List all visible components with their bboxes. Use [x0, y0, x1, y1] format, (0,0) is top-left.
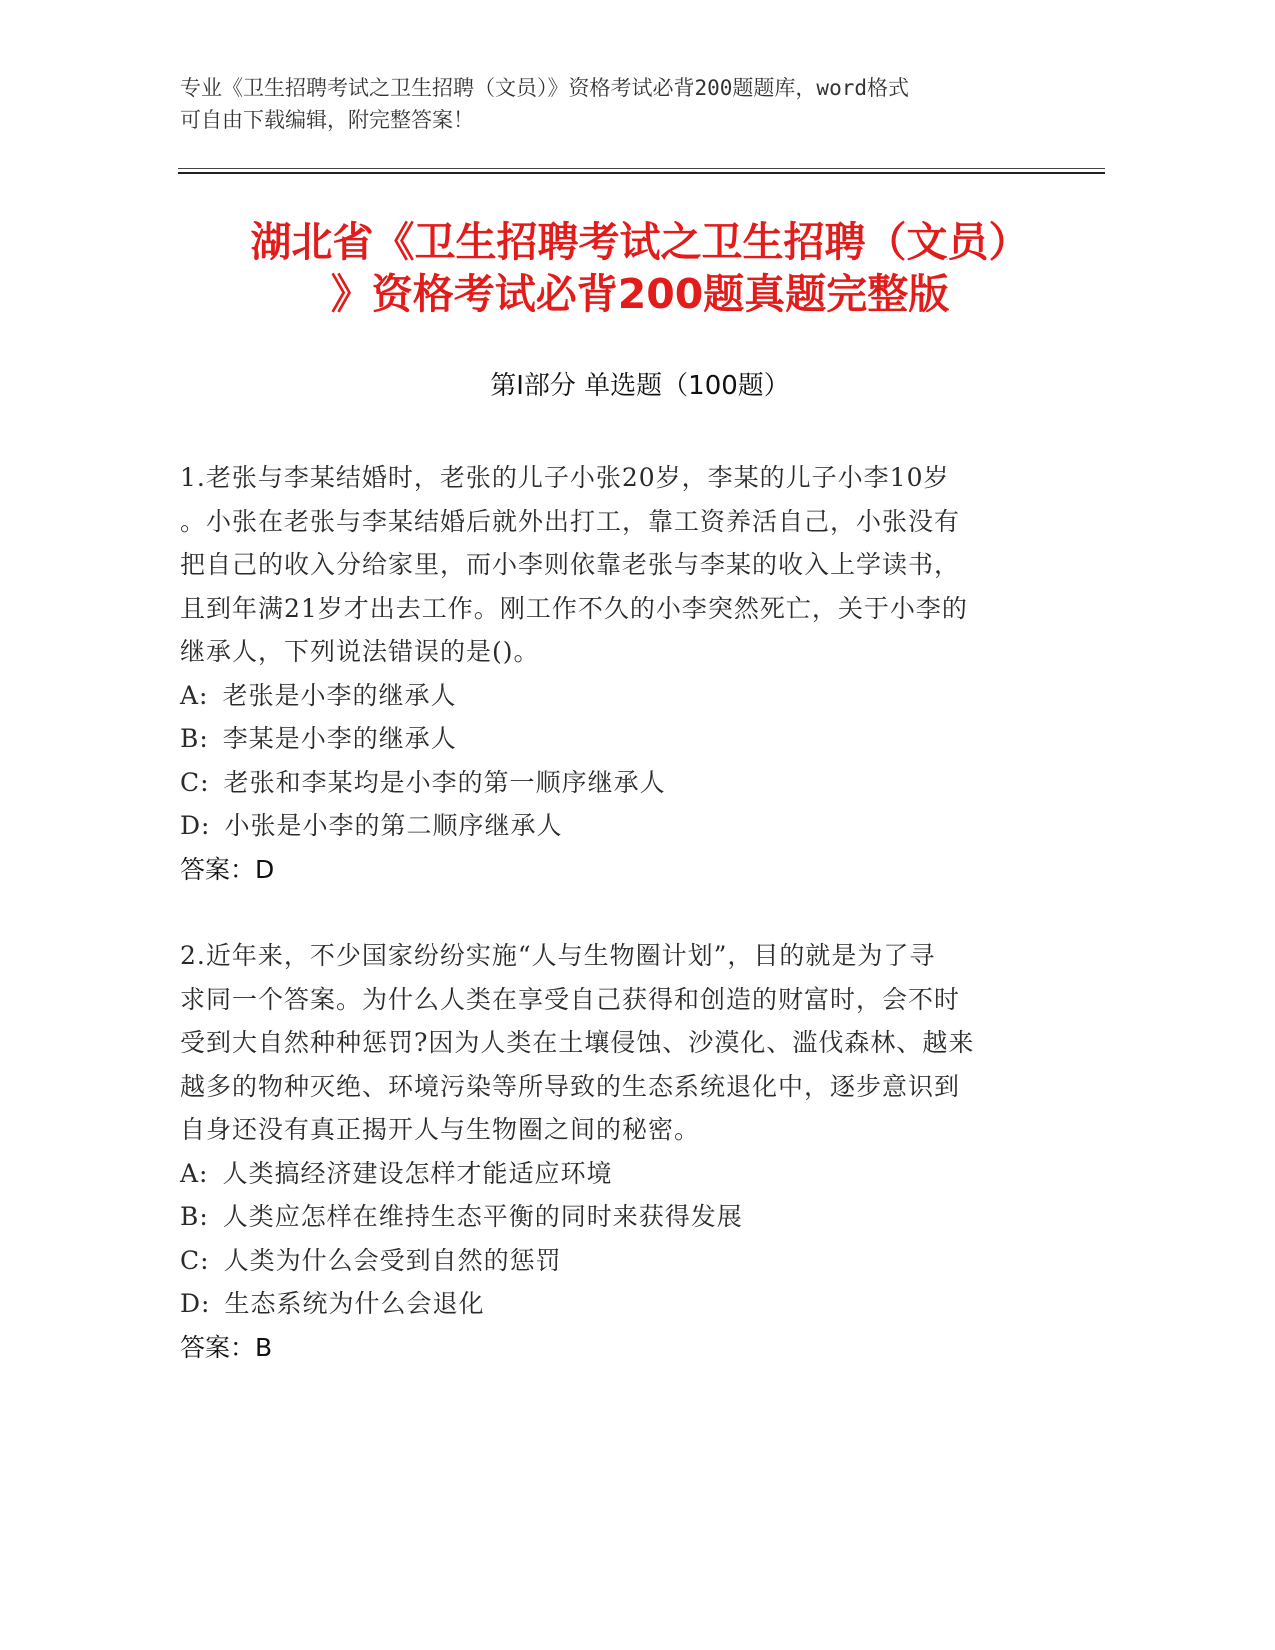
document-title-line: 湖北省《卫生招聘考试之卫生招聘（文员）	[250, 218, 1030, 266]
option-text: 小张是小李的第二顺序继承人	[224, 811, 563, 840]
question-2	[180, 934, 1060, 1369]
question-stem-line: 自身还没有真正揭开人与生物圈之间的秘密。	[180, 1115, 701, 1144]
question-stem-line: 。小张在老张与李某结婚后就外出打工，靠工资养活自己，小张没有	[180, 506, 961, 536]
option-a	[180, 1152, 1060, 1196]
option-text: 老张是小李的继承人	[222, 680, 457, 710]
document-title	[140, 216, 1140, 320]
option-text: 人类搞经济建设怎样才能适应环境	[222, 1158, 613, 1188]
option-a	[180, 674, 1060, 718]
header-note	[180, 72, 1040, 136]
option-text: 人类应怎样在维持生态平衡的同时来获得发展	[222, 1202, 743, 1231]
option-letter: D:	[180, 811, 211, 840]
option-c	[180, 1239, 1060, 1283]
question-1	[180, 456, 1060, 891]
option-letter: B:	[180, 724, 209, 753]
section-title: 第Ⅰ部分 单选题（100题）	[490, 371, 790, 401]
answer-line: 答案：D	[180, 854, 275, 884]
option-text: 生态系统为什么会退化	[224, 1289, 485, 1318]
option-text: 李某是小李的继承人	[222, 724, 457, 753]
option-d	[180, 804, 1060, 848]
option-c	[180, 761, 1060, 805]
question-stem-line: 受到大自然种种惩罚?因为人类在土壤侵蚀、沙漠化、滥伐森林、越来	[180, 1028, 975, 1057]
option-letter: C:	[180, 1245, 210, 1275]
option-letter: A:	[180, 1158, 209, 1188]
document-title-line: 》资格考试必背200题真题完整版	[330, 270, 950, 318]
answer-line: 答案：B	[180, 1332, 273, 1362]
option-letter: C:	[180, 767, 210, 797]
option-d	[180, 1282, 1060, 1326]
question-stem-line: 1.老张与李某结婚时，老张的儿子小张20岁，李某的儿子小李10岁	[180, 463, 950, 492]
option-b	[180, 717, 1060, 761]
question-stem-line: 继承人，下列说法错误的是()。	[180, 637, 540, 666]
header-note-line: 可自由下载编辑，附完整答案！	[180, 108, 474, 132]
header-divider-thin	[178, 168, 1105, 169]
header-divider-thick	[178, 172, 1105, 174]
question-stem-line: 2.近年来，不少国家纷纷实施“人与生物圈计划”，目的就是为了寻	[180, 941, 936, 970]
question-stem-line: 越多的物种灭绝、环境污染等所导致的生态系统退化中，逐步意识到	[180, 1071, 961, 1101]
option-letter: A:	[180, 680, 209, 710]
option-letter: D:	[180, 1289, 211, 1318]
header-note-line: 专业《卫生招聘考试之卫生招聘（文员）》资格考试必背200题题库，word格式	[180, 76, 909, 100]
option-b	[180, 1195, 1060, 1239]
option-text: 人类为什么会受到自然的惩罚	[223, 1245, 562, 1275]
option-letter: B:	[180, 1202, 209, 1231]
question-stem-line: 求同一个答案。为什么人类在享受自己获得和创造的财富时，会不时	[180, 984, 961, 1014]
option-text: 老张和李某均是小李的第一顺序继承人	[223, 767, 666, 797]
question-stem-line: 把自己的收入分给家里，而小李则依靠老张与李某的收入上学读书，	[180, 550, 961, 579]
question-stem-line: 且到年满21岁才出去工作。刚工作不久的小李突然死亡，关于小李的	[180, 593, 968, 623]
